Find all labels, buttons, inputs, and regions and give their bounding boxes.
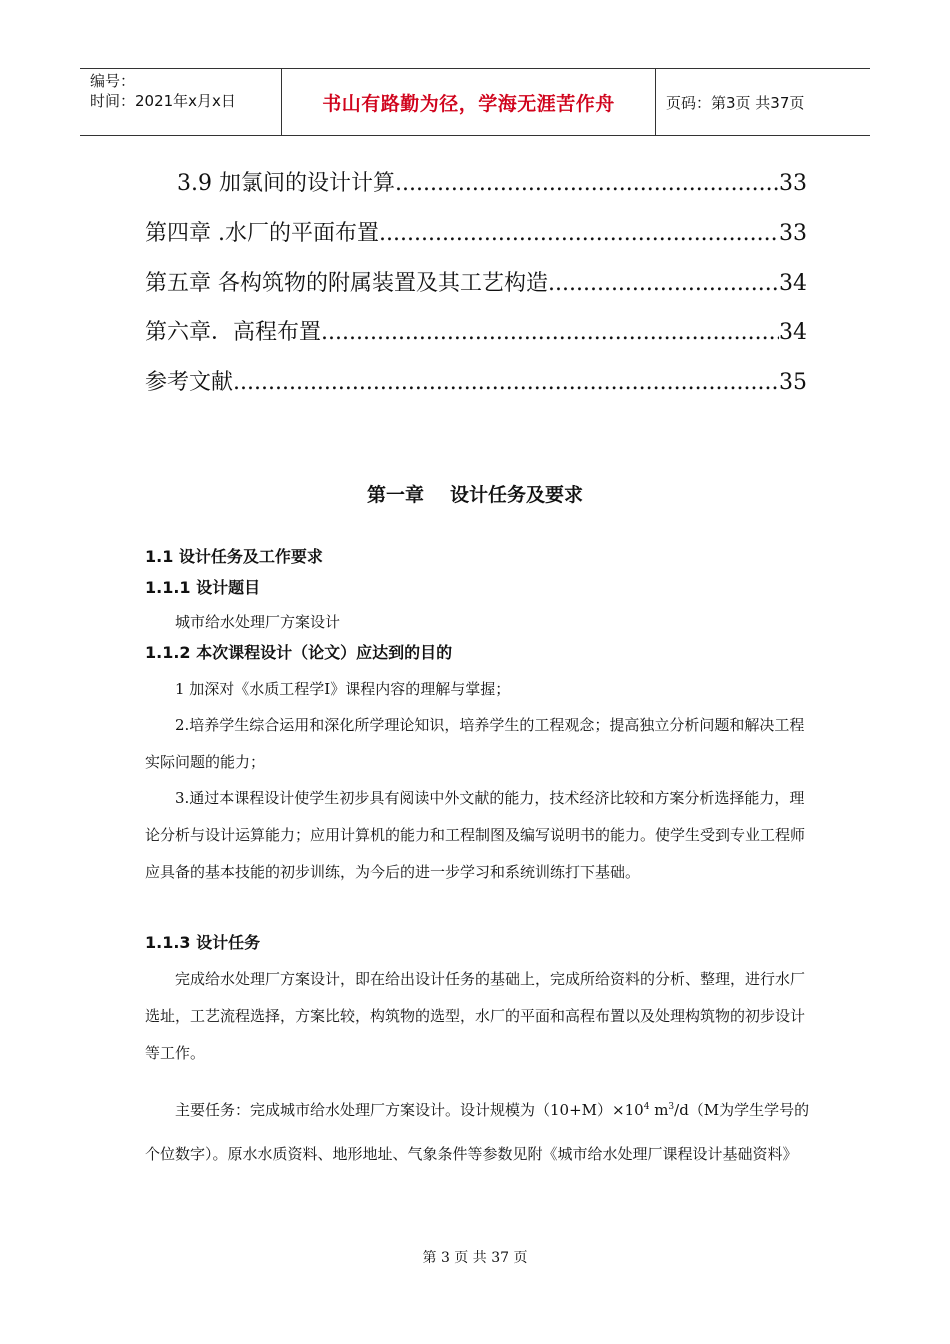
section-heading: 1.1.1 设计题目 xyxy=(145,578,261,597)
exponent: 3 xyxy=(668,1102,675,1112)
toc-title: 第六章．高程布置 xyxy=(145,320,322,345)
page-header xyxy=(80,68,870,136)
body-paragraph: 完成给水处理厂方案设计，即在给出设计任务的基础上，完成所给资料的分析、整理，进行水厂选址，工艺流程选择，方案比较，构筑物的选型，水厂的平面和高程布置以及处理构筑物的初步设计等工作。 xyxy=(145,970,806,1062)
body-paragraph: 3.通过本课程设计使学生初步具有阅读中外文献的能力，技术经济比较和方案分析选择能力，理论分析与设计运算能力；应用计算机的能力和工程制图及编写说明书的能力。使学生受到专业工程师应具备的基本技能的初步训练，为今后的进一步学习和系统训练打下基础。 xyxy=(145,789,806,881)
body-paragraph xyxy=(145,1085,810,1176)
section-heading: 1.1.2 本次课程设计（论文）应达到的目的 xyxy=(145,643,453,662)
header-page-info: 页码：第3页 共37页 xyxy=(666,93,805,112)
body-paragraph: 2.培养学生综合运用和深化所学理论知识，培养学生的工程观念；提高独立分析问题和解决工程实际问题的能力； xyxy=(145,716,805,771)
section-heading: 1.1.3 设计任务 xyxy=(145,933,261,952)
toc-page: 33 xyxy=(779,221,807,246)
toc-leader xyxy=(379,219,779,249)
toc-title: 参考文献 xyxy=(145,370,234,395)
toc-title: 第五章 各构筑物的附属装置及其工艺构造 xyxy=(145,271,548,296)
toc-page: 33 xyxy=(779,171,807,196)
toc-title: 3.9 加氯间的设计计算 xyxy=(177,171,395,196)
toc-page: 34 xyxy=(779,320,807,345)
chapter-heading xyxy=(0,480,950,507)
toc-entry[interactable] xyxy=(145,318,807,348)
page-footer: 第 3 页 共 37 页 xyxy=(422,1250,528,1266)
toc-entry[interactable] xyxy=(177,169,807,199)
toc-title: 第四章 .水厂的平面布置 xyxy=(145,221,379,246)
header-motto: 书山有路勤为径，学海无涯苦作舟 xyxy=(282,69,656,135)
toc-leader xyxy=(233,368,779,398)
toc-page: 35 xyxy=(779,370,807,395)
body-paragraph: 1 加深对《水质工程学Ⅰ》课程内容的理解与掌握； xyxy=(175,680,511,698)
toc-entry[interactable] xyxy=(145,269,807,299)
section-heading: 1.1 设计任务及工作要求 xyxy=(145,547,323,566)
toc-leader xyxy=(321,318,779,348)
serial-label: 编号： xyxy=(90,72,136,90)
toc-leader xyxy=(548,269,779,299)
header-meta xyxy=(80,69,282,135)
toc-entry[interactable] xyxy=(145,368,807,398)
chapter-number: 第一章 xyxy=(366,484,424,506)
time-label: 时间：2021年x月x日 xyxy=(90,92,236,110)
chapter-title-text: 设计任务及要求 xyxy=(450,484,584,506)
main-task-unit: m xyxy=(649,1101,669,1119)
main-task-text: 主要任务：完成城市给水处理厂方案设计。设计规模为（10+M）×10 xyxy=(175,1101,644,1119)
exponent: 4 xyxy=(643,1102,650,1112)
body-paragraph: 城市给水处理厂方案设计 xyxy=(175,613,341,631)
toc-page: 34 xyxy=(779,271,807,296)
main-task-text-rest: /d（M为学生学号的个位数字）。原水水质资料、地形地址、气象条件等参数见附《城市给水处理厂课程设计基础资料》 xyxy=(145,1101,810,1163)
toc-entry[interactable] xyxy=(145,219,807,249)
toc-leader xyxy=(395,169,779,199)
